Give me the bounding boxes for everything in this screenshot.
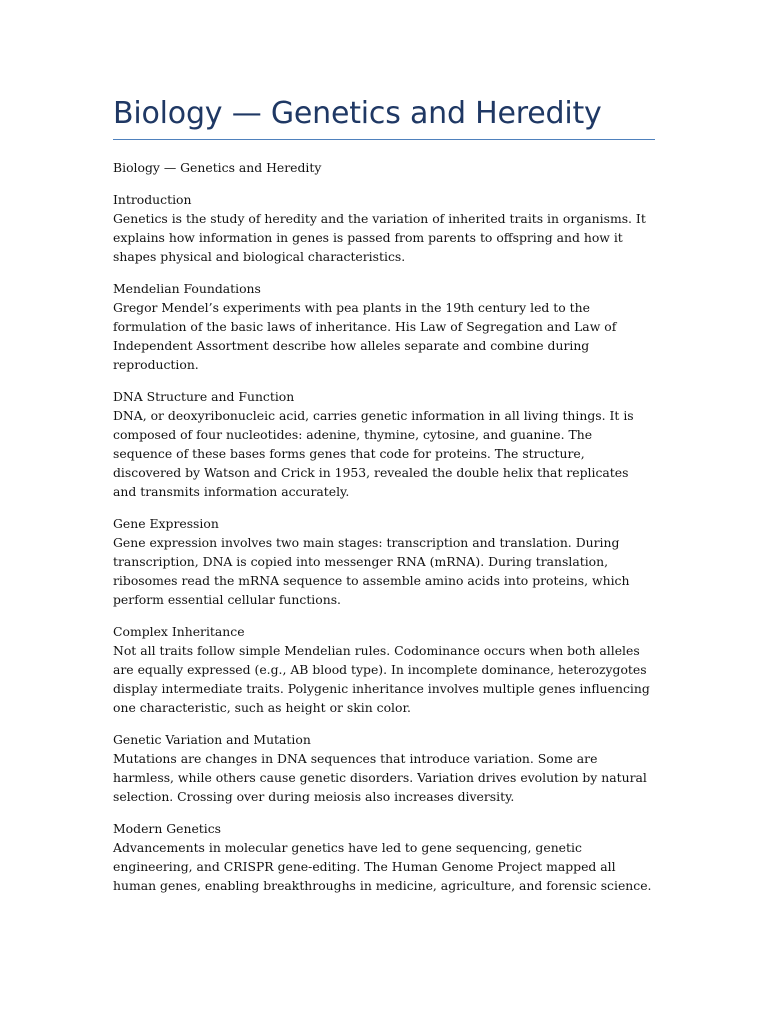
title-underline xyxy=(113,139,655,140)
section-paragraph: Not all traits follow simple Mendelian rules. Codominance occurs when both alleles are equally expressed (e.g., AB blood type). In incomplete dominance, heterozygotes display intermediate traits. Polygenic inheritance involves multiple genes influencing one characteristic, such as height or skin color. xyxy=(113,643,650,715)
document-subtitle: Biology — Genetics and Heredity xyxy=(113,160,322,175)
section-heading: Introduction xyxy=(113,192,192,207)
section-heading: Mendelian Foundations xyxy=(113,281,261,296)
section-complex-inheritance xyxy=(113,622,655,717)
section-introduction xyxy=(113,190,655,266)
section-modern-genetics xyxy=(113,819,655,895)
section-heading: DNA Structure and Function xyxy=(113,389,295,404)
section-heading: Modern Genetics xyxy=(113,821,222,836)
section-mendelian-foundations xyxy=(113,279,655,374)
document-page xyxy=(113,0,655,895)
section-paragraph: Mutations are changes in DNA sequences that introduce variation. Some are harmless, while others cause genetic disorders. Variation drives evolution by natural selection. Crossing over during meiosis also increases diversity. xyxy=(113,751,647,804)
section-paragraph: Gregor Mendel’s experiments with pea plants in the 19th century led to the formulation of the basic laws of inheritance. His Law of Segregation and Law of Independent Assortment describe how alleles separate and combine during reproduction. xyxy=(113,300,617,372)
section-paragraph: Advancements in molecular genetics have led to gene sequencing, genetic engineering, and CRISPR gene-editing. The Human Genome Project mapped all human genes, enabling breakthroughs in medicine, agriculture, and forensic science. xyxy=(113,840,652,893)
section-gene-expression xyxy=(113,514,655,609)
section-dna-structure xyxy=(113,387,655,501)
section-paragraph: DNA, or deoxyribonucleic acid, carries genetic information in all living things. It is composed of four nucleotides: adenine, thymine, cytosine, and guanine. The sequence of these bases forms genes that code for proteins. The structure, discovered by Watson and Crick in 1953, revealed the double helix that replicates and transmits information accurately. xyxy=(113,408,634,499)
section-paragraph: Genetics is the study of heredity and the variation of inherited traits in organisms. It explains how information in genes is passed from parents to offspring and how it shapes physical and biological characteristics. xyxy=(113,211,646,264)
document-title: Biology — Genetics and Heredity xyxy=(113,96,602,131)
section-heading: Genetic Variation and Mutation xyxy=(113,732,311,747)
section-heading: Complex Inheritance xyxy=(113,624,245,639)
section-genetic-variation xyxy=(113,730,655,806)
section-heading: Gene Expression xyxy=(113,516,219,531)
section-paragraph: Gene expression involves two main stages: transcription and translation. During transcription, DNA is copied into messenger RNA (mRNA). During translation, ribosomes read the mRNA sequence to assemble amino acids into proteins, which perform essential cellular functions. xyxy=(113,535,630,607)
